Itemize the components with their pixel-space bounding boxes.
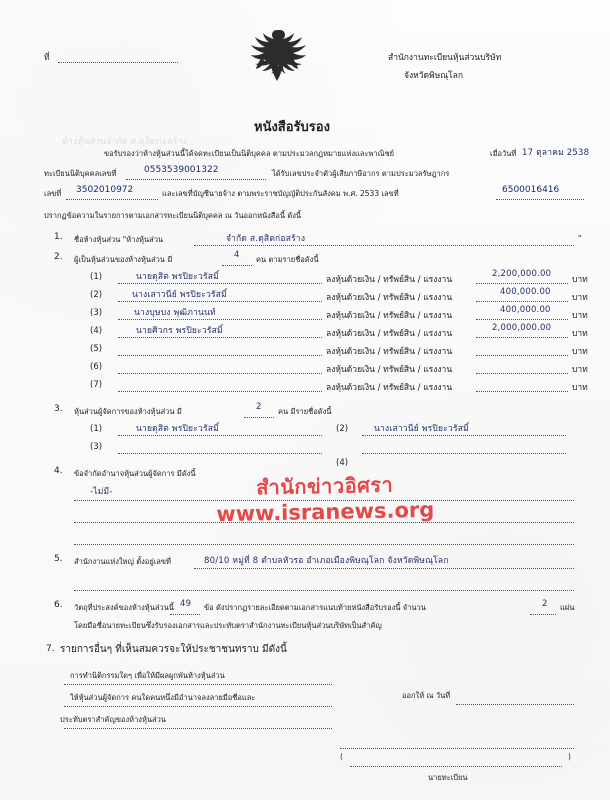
partner-row-name-dots bbox=[118, 391, 322, 392]
watermark-line-2: www.isranews.org bbox=[216, 497, 435, 527]
partner-row-name: นางเสาวนีย์ พรปิยะวรัสมิ์ bbox=[132, 290, 227, 300]
partner-row-no: (3) bbox=[90, 308, 103, 318]
item-4-number: 4. bbox=[54, 466, 63, 476]
signature-name-dots bbox=[350, 766, 562, 767]
item-6-number: 6. bbox=[54, 600, 63, 610]
item-1-text: ชื่อห้างหุ้นส่วน "ห้างหุ้นส่วน bbox=[74, 235, 164, 244]
item-7-number: 7. bbox=[46, 644, 55, 654]
document-title: หนังสือรับรอง bbox=[254, 120, 330, 135]
partner-row-contribution: ลงหุ้นด้วยเงิน / ทรัพย์สิน / แรงงาน bbox=[326, 311, 453, 321]
office-address-value: 80/10 หมู่ที่ 8 ตำบลหัวรอ อำเภอเมืองพิษณุโลก จังหวัดพิษณุโลก bbox=[204, 556, 449, 566]
watermark-line-1: สำนักข่าวอิศรา bbox=[255, 472, 394, 500]
note-dots-2 bbox=[64, 706, 332, 707]
item-2-text-a: ผู้เป็นหุ้นส่วนของห้างหุ้นส่วน มี bbox=[74, 255, 173, 264]
partner-row-name-dots bbox=[118, 319, 322, 320]
note-line-1: การทำนิติกรรมใดๆ เพื่อให้มีผลผูกพันห้างหุ้นส่วน bbox=[70, 671, 225, 680]
partner-row-no: (7) bbox=[90, 380, 103, 390]
partner-row-no: (6) bbox=[90, 362, 103, 372]
issued-date-label: ออกให้ ณ วันที่ bbox=[402, 691, 451, 700]
partner-row-name-dots bbox=[118, 373, 322, 374]
item-6-text-b: ข้อ ดังปรากฏรายละเอียดตามเอกสารแนบท้ายหนังสือรับรองนี้ จำนวน bbox=[204, 603, 426, 612]
partner-row-contribution: ลงหุ้นด้วยเงิน / ทรัพย์สิน / แรงงาน bbox=[326, 365, 453, 375]
manager-row-2-right-no: (4) bbox=[336, 458, 349, 468]
partner-row-unit: บาท bbox=[572, 275, 588, 285]
note-dots-3 bbox=[64, 728, 332, 729]
intro-line-1a: ขอรับรองว่าห้างหุ้นส่วนนี้ได้จดทะเบียนเป็นนิติบุคคล ตามประมวลกฎหมายแห่งและพาณิชย์ bbox=[104, 149, 395, 158]
signature-line bbox=[340, 748, 574, 749]
item-1-end-quote: " bbox=[578, 234, 582, 243]
item-1-dots bbox=[194, 245, 574, 246]
garuda-emblem-icon bbox=[240, 28, 314, 90]
item-4-text: ข้อจำกัดอำนาจหุ้นส่วนผู้จัดการ มีดังนี้ bbox=[74, 469, 196, 478]
item-6-pages-dots bbox=[530, 614, 556, 615]
bleed-through-artifact: ห้างหุ้นส่วนจำกัด ส.ดุสิตก่อสร้าง bbox=[62, 137, 187, 147]
partner-row-name: นายดุสิต พรปิยะวรัสมิ์ bbox=[136, 272, 219, 282]
registrar-label: นายทะเบียน bbox=[428, 773, 468, 782]
partner-row-amount: 2,200,000.00 bbox=[492, 269, 552, 279]
manager-row-2-right-dots bbox=[362, 453, 566, 454]
tax-number-value: 3502010972 bbox=[76, 185, 134, 195]
partner-row-name-dots bbox=[118, 355, 322, 356]
item-2-count-dots bbox=[222, 265, 252, 266]
company-name-value: จำกัด ส.ดุสิตก่อสร้าง bbox=[226, 234, 306, 244]
partner-row-amount-dots bbox=[476, 355, 568, 356]
partner-row-amount: 2,000,000.00 bbox=[492, 323, 552, 333]
partner-row-unit: บาท bbox=[572, 293, 588, 303]
intro-line-3-label: เลขที่ bbox=[44, 189, 62, 198]
signature-paren-open: ( bbox=[340, 752, 343, 761]
partner-row-contribution: ลงหุ้นด้วยเงิน / ทรัพย์สิน / แรงงาน bbox=[326, 347, 453, 357]
partner-row-no: (5) bbox=[90, 344, 103, 354]
item-4-value: -ไม่มี- bbox=[90, 487, 113, 497]
item-6-count-dots bbox=[170, 614, 200, 615]
item-3-number: 3. bbox=[54, 404, 63, 414]
partner-row-contribution: ลงหุ้นด้วยเงิน / ทรัพย์สิน / แรงงาน bbox=[326, 275, 453, 285]
partner-row-amount: 400,000.00 bbox=[500, 305, 551, 315]
partner-row-amount-dots bbox=[476, 391, 568, 392]
note-dots-1 bbox=[64, 684, 332, 685]
partner-row-name-dots bbox=[118, 301, 322, 302]
objectives-count-value: 49 bbox=[180, 599, 192, 609]
item-6-line-2: โดยมือชื่อนายทะเบียนซึ่งรับรองเอกสารและประทับตราสำนักงานทะเบียนหุ้นส่วนบริษัทเป็นสำคัญ bbox=[74, 621, 382, 630]
item-7-text: รายการอื่นๆ ที่เห็นสมควรจะให้ประชาชนทราบ มีดังนี้ bbox=[60, 644, 287, 655]
note-line-3: ประทับตราสำคัญของห้างหุ้นส่วน bbox=[60, 715, 166, 724]
partner-row-unit: บาท bbox=[572, 383, 588, 393]
item-5-dots bbox=[194, 568, 574, 569]
manager-count-value: 2 bbox=[256, 402, 262, 412]
manager-row-2-left-no: (3) bbox=[90, 442, 103, 452]
item-3-text-b: คน มีรายชื่อดังนี้ bbox=[278, 407, 332, 416]
intro-line-4: ปรากฏข้อความในรายการตามเอกสารทะเบียนนิติบุคคล ณ วันออกหนังสือนี้ ดังนี้ bbox=[44, 211, 302, 220]
partner-row-amount: 400,000.00 bbox=[500, 287, 551, 297]
intro-line-3b: และเลขที่บัญชีนายจ้าง ตามพระราชบัญญัติประกันสังคม พ.ศ. 2533 เลขที่ bbox=[162, 189, 399, 198]
item-5-dots-2 bbox=[74, 590, 574, 591]
item-1-number: 1. bbox=[54, 232, 63, 242]
header-left-dots bbox=[58, 62, 178, 63]
partner-row-amount-dots bbox=[476, 301, 568, 302]
watermark bbox=[215, 468, 434, 527]
item-4-dots-2 bbox=[74, 522, 574, 523]
registration-number-value: 0553539001322 bbox=[144, 165, 219, 175]
issued-date-dots bbox=[456, 704, 574, 705]
partner-row-amount-dots bbox=[476, 283, 568, 284]
intro-line-2-label: ทะเบียนนิติบุคคลเลขที่ bbox=[44, 169, 117, 178]
sso-number-value: 6500016416 bbox=[502, 185, 560, 195]
partner-row-unit: บาท bbox=[572, 329, 588, 339]
partner-row-contribution: ลงหุ้นด้วยเงิน / ทรัพย์สิน / แรงงาน bbox=[326, 329, 453, 339]
item-2-text-b: คน ตามรายชื่อดังนี้ bbox=[256, 255, 319, 264]
partner-row-unit: บาท bbox=[572, 365, 588, 375]
item-5-number: 5. bbox=[54, 554, 63, 564]
note-line-2: ให้หุ้นส่วนผู้จัดการ คนใดคนหนึ่งมีอำนาจลงลายมือชื่อและ bbox=[70, 693, 256, 702]
partner-row-contribution: ลงหุ้นด้วยเงิน / ทรัพย์สิน / แรงงาน bbox=[326, 383, 453, 393]
registration-date-value: 17 ตุลาคม 2538 bbox=[522, 148, 590, 158]
partner-row-no: (4) bbox=[90, 326, 103, 336]
partner-row-contribution: ลงหุ้นด้วยเงิน / ทรัพย์สิน / แรงงาน bbox=[326, 293, 453, 303]
item-3-text-a: หุ้นส่วนผู้จัดการของห้างหุ้นส่วน มี bbox=[74, 407, 182, 416]
registration-number-dots bbox=[126, 179, 266, 180]
partner-row-name: นางบุษบง พุฒิภานนท์ bbox=[134, 308, 216, 318]
tax-number-dots bbox=[66, 199, 158, 200]
manager-row-1-right-name: นางเสาวนีย์ พรปิยะวรัสมิ์ bbox=[374, 424, 469, 434]
item-3-count-dots bbox=[244, 417, 274, 418]
signature-paren-close: ) bbox=[568, 752, 571, 761]
manager-row-1-left-no: (1) bbox=[90, 424, 103, 434]
item-5-text-a: สำนักงานแห่งใหญ่ ตั้งอยู่เลขที่ bbox=[74, 557, 171, 566]
office-line-1: สำนักงานทะเบียนหุ้นส่วนบริษัท bbox=[388, 53, 502, 63]
partner-row-amount-dots bbox=[476, 337, 568, 338]
partner-row-name: นายศิวกร พรปิยะวรัสมิ์ bbox=[136, 326, 223, 336]
manager-row-1-left-dots bbox=[118, 435, 322, 436]
item-6-text-c: แผ่น bbox=[560, 603, 575, 612]
manager-row-1-left-name: นายดุสิต พรปิยะวรัสมิ์ bbox=[136, 424, 219, 434]
header-left-label: ที่ bbox=[44, 53, 50, 63]
partner-row-unit: บาท bbox=[572, 347, 588, 357]
intro-line-2b: ได้รับเลขประจำตัวผู้เสียภาษีอากร ตามประมวลรัษฎากร bbox=[272, 169, 450, 178]
partner-row-amount-dots bbox=[476, 373, 568, 374]
item-4-dots-3 bbox=[74, 544, 574, 545]
partner-row-amount-dots bbox=[476, 319, 568, 320]
item-2-number: 2. bbox=[54, 252, 63, 262]
item-6-text-a: วัตถุที่ประสงค์ของห้างหุ้นส่วนนี้ bbox=[74, 603, 174, 612]
partner-count-value: 4 bbox=[234, 250, 240, 260]
objectives-pages-value: 2 bbox=[542, 599, 548, 609]
manager-row-1-right-no: (2) bbox=[336, 424, 349, 434]
partner-row-no: (1) bbox=[90, 272, 103, 282]
manager-row-1-right-dots bbox=[362, 435, 566, 436]
sso-number-dots bbox=[496, 199, 584, 200]
partner-row-name-dots bbox=[118, 283, 322, 284]
partner-row-name-dots bbox=[118, 337, 322, 338]
manager-row-2-left-dots bbox=[118, 453, 322, 454]
item-4-dots-1 bbox=[74, 500, 574, 501]
certificate-sheet bbox=[44, 22, 590, 782]
office-line-2: จังหวัดพิษณุโลก bbox=[404, 71, 464, 81]
partner-row-no: (2) bbox=[90, 290, 103, 300]
intro-line-1b: เมื่อวันที่ bbox=[490, 149, 517, 158]
partner-row-unit: บาท bbox=[572, 311, 588, 321]
